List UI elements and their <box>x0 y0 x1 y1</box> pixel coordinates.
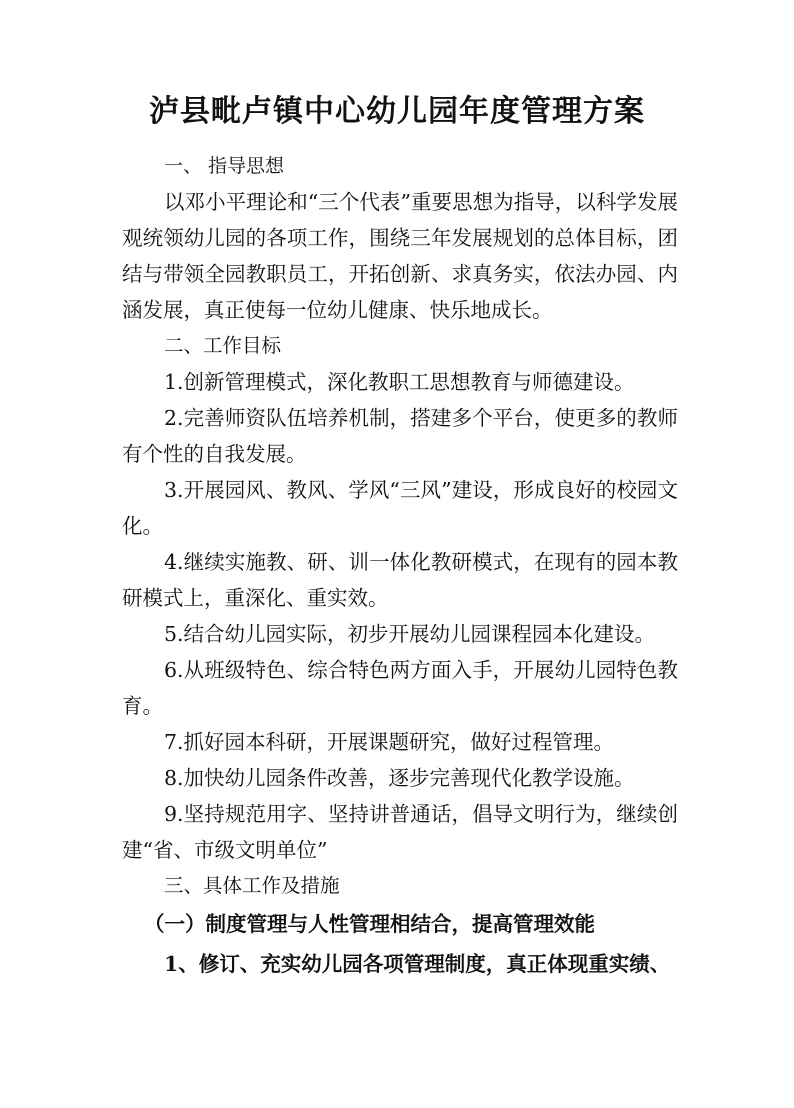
paragraph-guiding-thought: 以邓小平理论和“三个代表”重要思想为指导，以科学发展观统领幼儿园的各项工作，围绕三年发展规划的总体目标，团结与带领全园教职员工，开拓创新、求真务实，依法办园、内涵发展，真正使每一位幼儿健康、快乐地成长。 <box>122 190 678 322</box>
document-body <box>122 148 678 982</box>
subsection-heading-management: （一）制度管理与人性管理相结合，提高管理效能 <box>144 912 595 936</box>
list-item-goal-1: 1.创新管理模式，深化教职工思想教育与师德建设。 <box>164 370 635 394</box>
list-item-goal-2: 2.完善师资队伍培养机制，搭建多个平台，使更多的教师有个性的自我发展。 <box>122 406 678 466</box>
document-title: 泸县毗卢镇中心幼儿园年度管理方案 <box>149 94 645 129</box>
list-item-goal-5: 5.结合幼儿园实际，初步开展幼儿园课程园本化建设。 <box>164 622 656 646</box>
section-heading-work-goals: 二、工作目标 <box>164 334 282 357</box>
list-item-goal-9: 9.坚持规范用字、坚持讲普通话，倡导文明行为，继续创建“省、市级文明单位” <box>122 802 678 862</box>
section-heading-guiding-thought: 一、 指导思想 <box>164 155 285 177</box>
list-item-goal-8: 8.加快幼儿园条件改善，逐步完善现代化教学设施。 <box>164 766 635 790</box>
list-item-goal-7: 7.抓好园本科研，开展课题研究，做好过程管理。 <box>164 730 615 754</box>
list-item-goal-4: 4.继续实施教、研、训一体化教研模式，在现有的园本教研模式上，重深化、重实效。 <box>122 550 678 610</box>
list-item-goal-6: 6.从班级特色、综合特色两方面入手，开展幼儿园特色教育。 <box>122 658 678 718</box>
list-item-goal-3: 3.开展园风、教风、学风“三风”建设，形成良好的校园文化。 <box>122 478 678 538</box>
section-heading-measures: 三、具体工作及措施 <box>164 874 340 897</box>
point-heading-1: 1、修订、充实幼儿园各项管理制度，真正体现重实绩、 <box>164 952 671 976</box>
